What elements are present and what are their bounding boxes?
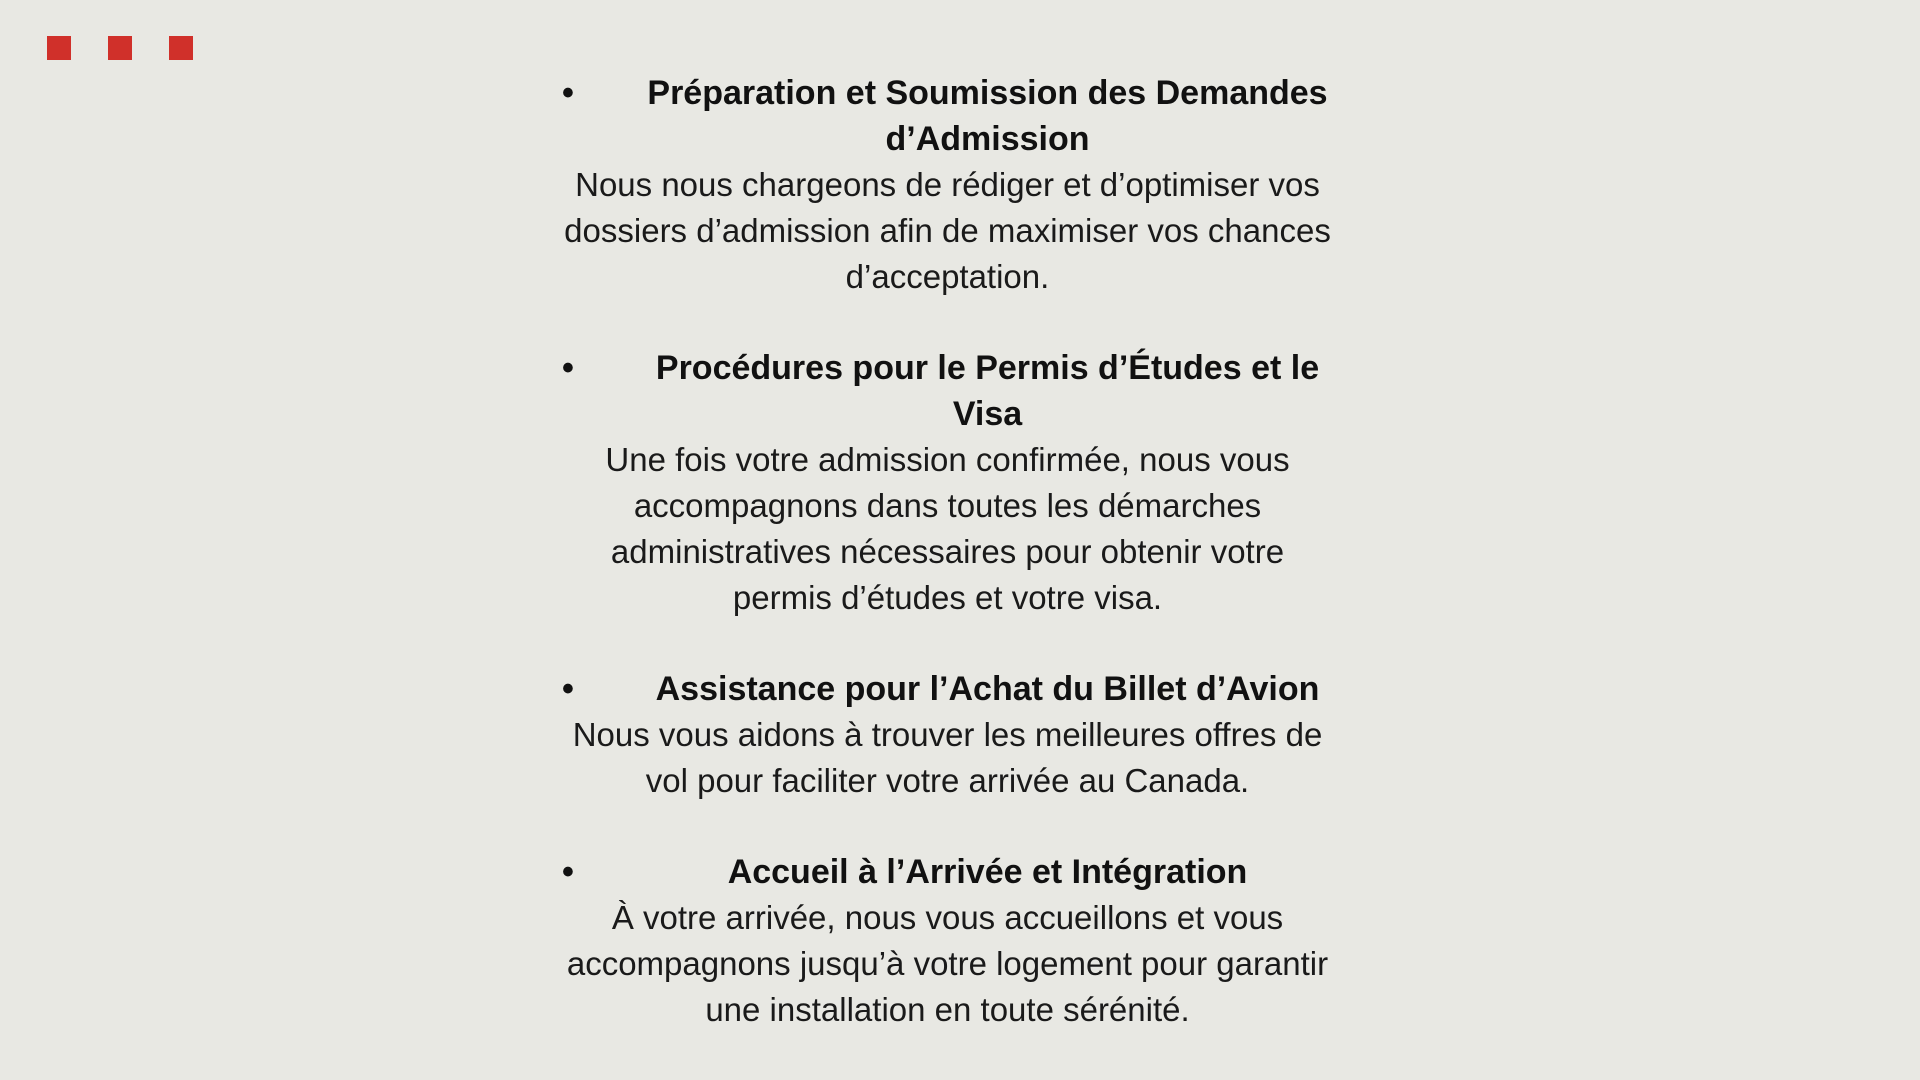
- service-item: [540, 70, 1355, 300]
- decorative-squares: [47, 36, 193, 60]
- decorative-square: [169, 36, 193, 60]
- service-heading: [540, 345, 1355, 437]
- service-heading: [540, 849, 1355, 895]
- service-heading: [540, 666, 1355, 712]
- service-heading: [540, 70, 1355, 162]
- bullet-icon: •: [562, 349, 574, 387]
- services-list: [540, 70, 1355, 1078]
- service-title: Assistance pour l’Achat du Billet d’Avion: [655, 670, 1320, 708]
- decorative-square: [108, 36, 132, 60]
- service-item: [540, 666, 1355, 804]
- service-item: [540, 345, 1355, 621]
- decorative-square: [47, 36, 71, 60]
- service-title: Accueil à l’Arrivée et Intégration: [727, 853, 1248, 891]
- service-description: Nous nous chargeons de rédiger et d’optimiser vos dossiers d’admission afin de maximiser vos chances d’acceptation.: [564, 166, 1331, 295]
- service-title: Procédures pour le Permis d’Études et le Visa: [655, 349, 1320, 433]
- service-item: [540, 849, 1355, 1033]
- bullet-icon: •: [562, 670, 574, 708]
- service-description: Une fois votre admission confirmée, nous vous accompagnons dans toutes les démarches administratives nécessaires pour obtenir votre permis d’études et votre visa.: [605, 441, 1290, 616]
- bullet-icon: •: [562, 853, 574, 891]
- service-description: Nous vous aidons à trouver les meilleures offres de vol pour faciliter votre arrivée au Canada.: [572, 716, 1323, 799]
- service-description: À votre arrivée, nous vous accueillons et vous accompagnons jusqu’à votre logement pour garantir une installation en toute sérénité.: [566, 899, 1329, 1028]
- bullet-icon: •: [562, 74, 574, 112]
- service-title: Préparation et Soumission des Demandes d’Admission: [647, 74, 1328, 158]
